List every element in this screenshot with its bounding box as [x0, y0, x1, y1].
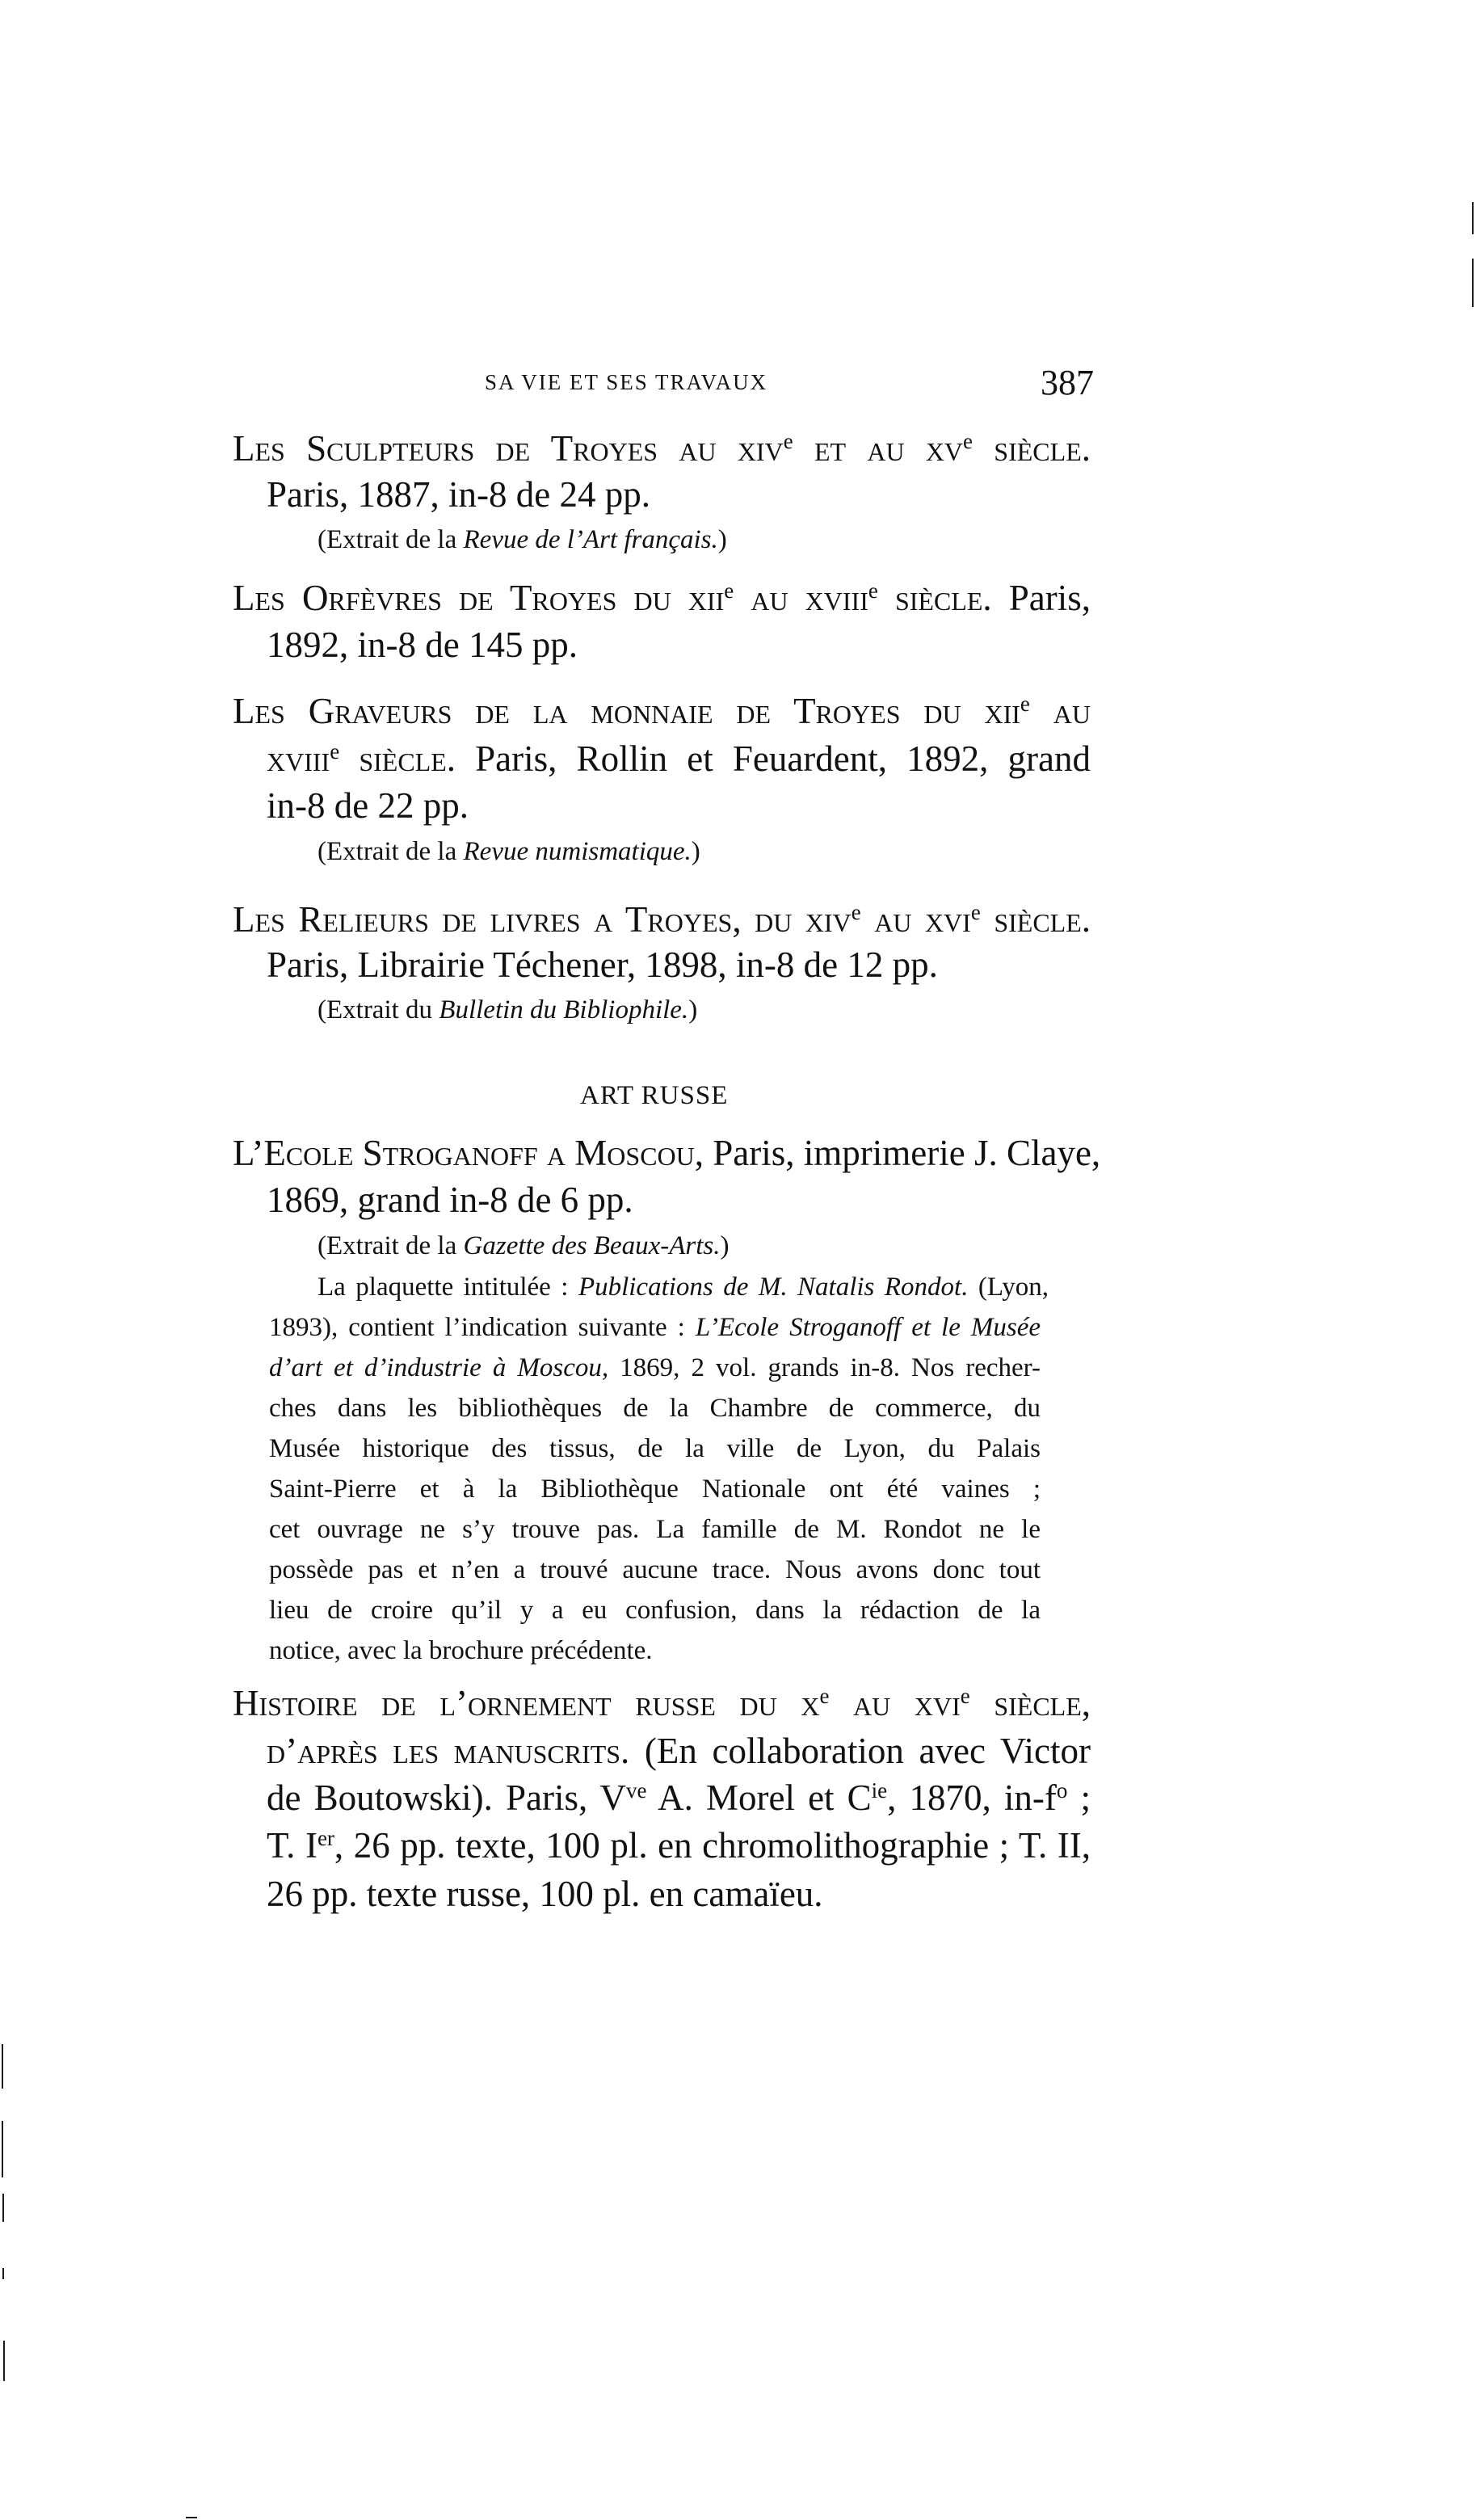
text-run: ches dans les bibliothèques de la Chambre de commerce, du — [269, 1394, 1041, 1423]
text-run: siècle. — [973, 428, 1091, 469]
text-run: Les Orfèvres de Troyes du xii — [233, 578, 725, 618]
text-run: xviii — [267, 738, 330, 779]
text-run: Musée historique des tissus, de la ville de Lyon, du Palais — [269, 1434, 1041, 1463]
text-run: T. I — [267, 1825, 317, 1866]
entry-title-line — [233, 693, 1091, 730]
text-run: (Extrait du — [317, 995, 439, 1024]
section-heading: ART RUSSE — [580, 1081, 729, 1110]
commentary-line — [269, 1315, 1041, 1341]
scan-edge-mark — [2, 2268, 4, 2279]
italic-title: Revue numismatique. — [463, 837, 692, 866]
text-run: ; — [1067, 1777, 1091, 1818]
entry-title-line — [233, 428, 1091, 469]
text-run: siècle. — [980, 899, 1091, 940]
text-run: 26 pp. texte russe, 100 pl. en camaïeu. — [267, 1874, 823, 1914]
commentary-line — [269, 1557, 1041, 1584]
superscript: e — [960, 1684, 970, 1709]
entry-continuation-line — [267, 785, 469, 826]
superscript: ve — [626, 1778, 647, 1803]
superscript: er — [317, 1826, 334, 1851]
entry-title-line — [233, 1685, 1091, 1722]
entry-continuation-line — [267, 944, 938, 985]
text-run: possède pas et n’en a trouvé aucune trace. Nous avons donc tout — [269, 1555, 1041, 1584]
superscript: e — [1020, 692, 1030, 717]
text-run: 1869, 2 vol. grands in-8. Nos recher- — [608, 1353, 1041, 1382]
text-run: lieu de croire qu’il y a eu confusion, dans la rédaction de la — [269, 1596, 1041, 1625]
text-run: au xvi — [860, 899, 971, 940]
superscript: e — [851, 900, 861, 925]
text-run: (Extrait de la — [317, 1231, 464, 1260]
text-run: (Lyon, — [968, 1273, 1049, 1302]
text-run: , 26 pp. texte, 100 pl. en chromolithographie ; T. II, — [334, 1825, 1091, 1866]
superscript: e — [868, 578, 878, 604]
text-run: ) — [691, 837, 700, 866]
text-run: Les Sculpteurs de Troyes au xiv — [233, 428, 784, 469]
entry-continuation-line — [267, 627, 578, 663]
text-run: , 1870, in-f — [887, 1777, 1057, 1818]
text-run: (En collaboration avec Victor — [629, 1731, 1091, 1771]
text-run: Paris, Librairie Téchener, 1898, in-8 de 12 pp. — [267, 944, 938, 985]
commentary-line — [269, 1355, 1041, 1382]
text-run: Paris, Rollin et Feuardent, 1892, grand — [456, 738, 1091, 779]
text-run: siècle. — [339, 738, 456, 779]
superscript: e — [819, 1684, 830, 1709]
text-run: A. Morel et C — [646, 1777, 872, 1818]
italic-title: d’art et d’industrie à Moscou, — [269, 1353, 609, 1382]
text-run: ) — [720, 1231, 730, 1260]
text-run: siècle. — [877, 578, 992, 618]
entry-continuation-line — [267, 1825, 1091, 1866]
superscript: e — [783, 429, 793, 454]
text-run: au xviii — [734, 578, 868, 618]
text-run: cet ouvrage ne s’y trouve pas. La famille de M. Rondot ne le — [269, 1515, 1041, 1544]
text-run: au — [1029, 691, 1091, 731]
italic-title: Bulletin du Bibliophile. — [439, 995, 689, 1024]
scan-edge-mark — [1472, 202, 1474, 234]
italic-title: Publications de M. Natalis Rondot. — [578, 1273, 969, 1302]
scan-edge-mark — [2, 2044, 3, 2089]
entry-title-line — [233, 1133, 1101, 1173]
scan-edge-mark — [2, 2194, 4, 2222]
text-run: d’après les manuscrits. — [267, 1731, 630, 1771]
commentary-line — [269, 1517, 1041, 1543]
entry-continuation-line — [267, 1733, 1091, 1769]
page-number: 387 — [1041, 363, 1094, 402]
text-run: siècle, — [969, 1683, 1091, 1723]
text-run: Paris, imprimerie J. Claye, — [704, 1133, 1101, 1173]
running-header: SA VIE ET SES TRAVAUX — [485, 370, 768, 394]
entry-continuation-line — [267, 474, 650, 515]
text-run: Histoire de l’ornement russe du x — [233, 1683, 820, 1723]
commentary-line — [317, 1274, 1049, 1301]
text-run: au xvi — [829, 1683, 961, 1723]
entry-continuation-line — [267, 1876, 823, 1912]
text-run: et au xv — [793, 428, 964, 469]
commentary-line — [269, 1436, 1041, 1462]
entry-title-line — [233, 899, 1091, 940]
extract-note — [317, 839, 700, 865]
extract-note — [317, 1233, 730, 1260]
text-run: ) — [688, 995, 698, 1024]
text-run: Paris, 1887, in-8 de 24 pp. — [267, 474, 650, 515]
scan-edge-mark — [1472, 259, 1474, 307]
text-run: in-8 de 22 pp. — [267, 785, 469, 826]
text-run: La plaquette intitulée : — [317, 1273, 578, 1302]
entry-title-line — [233, 580, 1091, 616]
text-run: 1869, grand in-8 de 6 pp. — [267, 1180, 633, 1220]
commentary-line — [269, 1395, 1041, 1422]
entry-continuation-line — [267, 738, 1091, 779]
italic-title: Gazette des Beaux-Arts. — [463, 1231, 721, 1260]
superscript: e — [330, 739, 340, 764]
text-run: Paris, — [991, 578, 1091, 618]
scan-edge-mark — [2, 2121, 3, 2177]
text-run: notice, avec la brochure précédente. — [269, 1636, 653, 1665]
scan-edge-mark — [186, 2517, 197, 2518]
text-run: Les Relieurs de livres a Troyes, du xiv — [233, 899, 852, 940]
extract-note — [317, 527, 727, 553]
superscript: o — [1056, 1778, 1068, 1803]
extract-note — [317, 997, 697, 1024]
text-run: de Boutowski). Paris, V — [267, 1777, 627, 1818]
entry-continuation-line — [267, 1777, 1091, 1818]
text-run: (Extrait de la — [317, 525, 464, 554]
superscript: e — [970, 900, 981, 925]
text-run: (Extrait de la — [317, 837, 464, 866]
italic-title: Revue de l’Art français. — [463, 525, 718, 554]
commentary-line — [269, 1638, 653, 1664]
commentary-line — [269, 1597, 1041, 1624]
text-run: ) — [717, 525, 727, 554]
text-run: 1893), contient l’indication suivante : — [269, 1313, 696, 1342]
text-run: Saint-Pierre et à la Bibliothèque Nationale ont été vaines ; — [269, 1475, 1041, 1504]
text-run: Les Graveurs de la monnaie de Troyes du xii — [233, 691, 1020, 731]
text-run: L’Ecole Stroganoff a Moscou, — [233, 1133, 704, 1173]
superscript: e — [963, 429, 973, 454]
commentary-line — [269, 1476, 1041, 1503]
superscript: ie — [871, 1778, 888, 1803]
superscript: e — [724, 578, 734, 604]
entry-continuation-line — [267, 1182, 633, 1218]
text-run: 1892, in-8 de 145 pp. — [267, 625, 578, 665]
scan-edge-mark — [3, 2341, 5, 2381]
italic-title: L’Ecole Stroganoff et le Musée — [695, 1313, 1041, 1342]
